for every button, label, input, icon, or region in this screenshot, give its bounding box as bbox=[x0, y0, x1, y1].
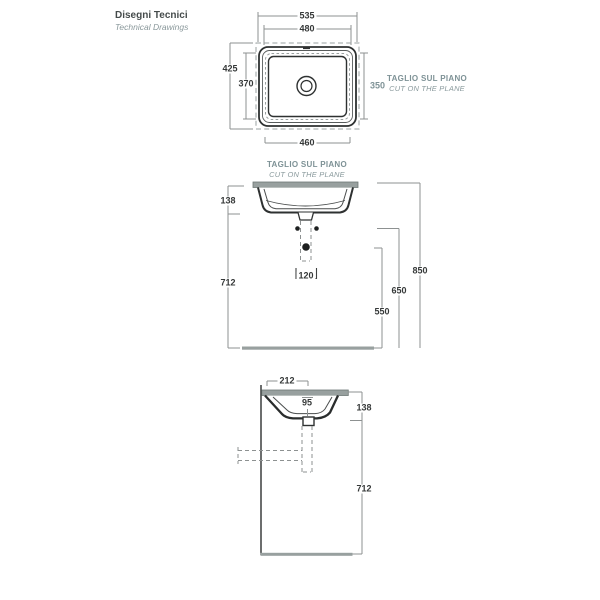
dim-label-bowl-depth: 95 bbox=[301, 397, 313, 408]
dim-label-outer-depth: 425 bbox=[222, 63, 238, 74]
dim-label-cut-width: 460 bbox=[299, 137, 315, 148]
dim-label-holes-height: 650 bbox=[391, 285, 407, 296]
dim-label-underside-floor-front: 712 bbox=[220, 277, 236, 288]
cut-plane-label-en: CUT ON THE PLANE bbox=[389, 84, 465, 93]
floor-line-front bbox=[242, 347, 374, 350]
dim-label-basin-height-front: 138 bbox=[220, 195, 236, 206]
countertop-front bbox=[253, 182, 358, 188]
dim-label-drain-offset: 120 bbox=[298, 270, 314, 281]
page-title: Disegni Tecnici bbox=[115, 10, 188, 21]
floor-line-side bbox=[261, 553, 353, 556]
countertop-side bbox=[262, 390, 349, 396]
drain-trap bbox=[303, 417, 314, 426]
dim-label-inner-depth: 370 bbox=[238, 78, 254, 89]
dim-label-underside-floor-side: 712 bbox=[356, 483, 372, 494]
front-view-drawing bbox=[228, 182, 420, 350]
cut-plane-label-it: TAGLIO SUL PIANO bbox=[266, 160, 348, 169]
fixing-hole-left bbox=[295, 226, 300, 231]
drain-outlet-point bbox=[302, 243, 310, 251]
fixing-hole-right bbox=[314, 226, 319, 231]
dim-label-cut-depth: 350 bbox=[370, 80, 386, 91]
cut-plane-note-bottom bbox=[267, 160, 347, 179]
overflow-notch bbox=[303, 47, 310, 50]
cut-plane-label-en: CUT ON THE PLANE bbox=[269, 170, 345, 179]
top-view-basin bbox=[259, 47, 356, 127]
dim-label-depth: 212 bbox=[279, 375, 295, 386]
dim-label-outer-width: 535 bbox=[299, 10, 315, 21]
dim-label-basin-height-side: 138 bbox=[356, 402, 372, 413]
cut-plane-note-right bbox=[387, 74, 467, 93]
cut-plane-label-it: TAGLIO SUL PIANO bbox=[387, 74, 468, 83]
page-subtitle: Technical Drawings bbox=[115, 22, 189, 32]
dim-label-top-height: 850 bbox=[412, 265, 428, 276]
dim-label-inner-width: 480 bbox=[299, 23, 315, 34]
dim-label-drain-height: 550 bbox=[374, 306, 390, 317]
